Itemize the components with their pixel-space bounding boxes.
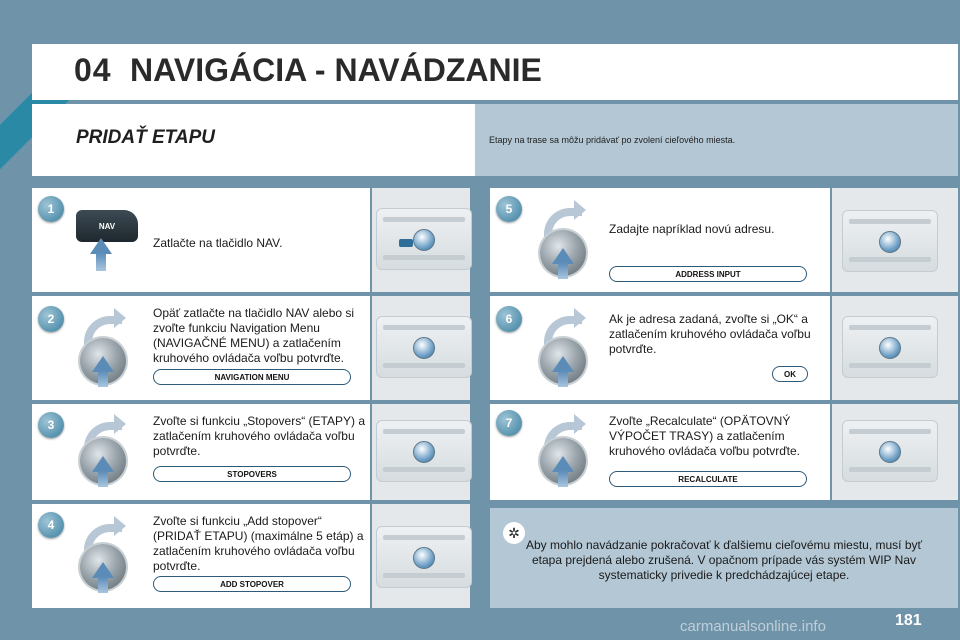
press-arrow-icon — [90, 238, 112, 254]
ok-label: OK — [772, 366, 808, 382]
step-badge: 4 — [38, 512, 64, 538]
step-text: Zatlačte na tlačidlo NAV. — [153, 236, 283, 250]
press-arrow-shaft — [98, 577, 108, 593]
step-text: Ak je adresa zadaná, zvoľte si „OK“ a zatlačením kruhového ovládača voľbu potvrďte. — [609, 312, 811, 356]
press-arrow-shaft — [558, 471, 568, 487]
press-arrow-shaft — [96, 253, 106, 271]
press-arrow-icon — [552, 456, 574, 472]
radio-unit-icon — [842, 316, 938, 378]
press-arrow-shaft — [558, 371, 568, 387]
press-arrow-shaft — [98, 371, 108, 387]
radio-unit-icon — [376, 208, 472, 270]
step-text: Zvoľte si funkciu „Stopovers“ (ETAPY) a zatlačením kruhového ovládača voľbu potvrďte. — [153, 414, 366, 458]
press-arrow-shaft — [98, 471, 108, 487]
radio-unit-icon — [376, 420, 472, 482]
radio-unit-icon — [376, 526, 472, 588]
step-text: Zvoľte si funkciu „Add stopover“ (PRIDAŤ ETAPU) (maximálne 5 etáp) a zatlačením kruhového ovládača voľbu potvrďte. — [153, 514, 364, 573]
press-arrow-icon — [552, 248, 574, 264]
rotate-arrow-head — [574, 308, 586, 328]
menu-label: STOPOVERS — [153, 466, 351, 482]
watermark: carmanualsonline.info — [680, 618, 826, 635]
step-badge: 1 — [38, 196, 64, 222]
menu-label: NAVIGATION MENU — [153, 369, 351, 385]
radio-unit-icon — [842, 210, 938, 272]
step-text: Zadajte napríklad novú adresu. — [609, 222, 775, 236]
press-arrow-icon — [92, 356, 114, 372]
menu-label: RECALCULATE — [609, 471, 807, 487]
page-number: 181 — [895, 612, 922, 629]
rotate-arrow-head — [574, 200, 586, 220]
step-badge: 7 — [496, 410, 522, 436]
step-text: Zvoľte „Recalculate“ (OPÄTOVNÝ VÝPOČET TRASY) a zatlačením kruhového ovládača voľbu potvrďte. — [609, 414, 800, 458]
tip-text: Aby mohlo navádzanie pokračovať k ďalšiemu cieľovému miestu, musí byť etapa prejdená alebo zrušená. V opačnom prípade vás systém WIP Nav systematicky privedie k predchádzajúcej etape. — [525, 538, 923, 582]
press-arrow-icon — [552, 356, 574, 372]
rotate-arrow-head — [114, 414, 126, 434]
step-badge: 3 — [38, 412, 64, 438]
radio-unit-icon — [842, 420, 938, 482]
section-intro: Etapy na trase sa môžu pridávať po zvolení cieľového miesta. — [489, 135, 736, 145]
chapter-title: NAVIGÁCIA - NAVÁDZANIE — [130, 52, 542, 88]
radio-unit-icon — [376, 316, 472, 378]
menu-label: ADDRESS INPUT — [609, 266, 807, 282]
press-arrow-icon — [92, 456, 114, 472]
step-badge: 5 — [496, 196, 522, 222]
menu-label: ADD STOPOVER — [153, 576, 351, 592]
rotate-arrow-head — [114, 516, 126, 536]
section-title: PRIDAŤ ETAPU — [76, 127, 215, 148]
press-arrow-shaft — [558, 263, 568, 279]
step-text: Opäť zatlačte na tlačidlo NAV alebo si zvoľte funkciu Navigation Menu (NAVIGAČNÉ MENU) a zatlačením kruhového ovládača voľbu potvrďte. — [153, 306, 355, 365]
rotate-arrow-head — [114, 308, 126, 328]
step-badge: 6 — [496, 306, 522, 332]
press-arrow-icon — [92, 562, 114, 578]
chapter-number: 04 — [74, 52, 112, 88]
step-badge: 2 — [38, 306, 64, 332]
nav-button-icon: NAV — [76, 210, 138, 242]
lightbulb-icon: ✲ — [503, 522, 525, 544]
rotate-arrow-head — [574, 414, 586, 434]
